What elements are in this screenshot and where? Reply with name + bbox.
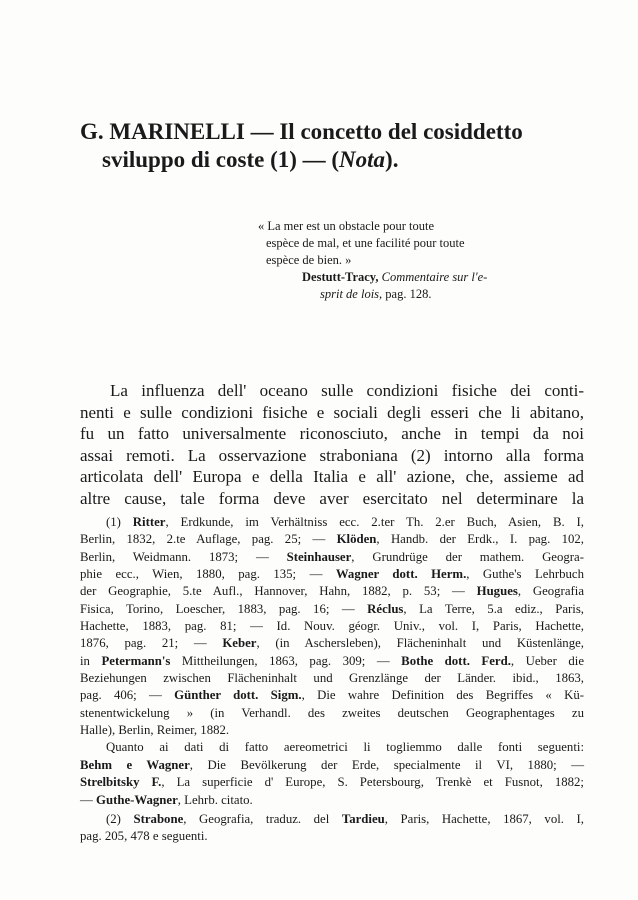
epigraph-attribution-line-2 — [302, 286, 558, 303]
epigraph — [258, 218, 558, 303]
footnotes — [80, 514, 584, 846]
body-line: assai remoti. La osservazione straboniana (2) intorno alla forma — [80, 445, 584, 465]
body-line: fu un fatto universalmente riconosciuto, anche in tempi da noi — [80, 424, 584, 443]
main-text — [80, 380, 584, 509]
footnote-line: Halle), Berlin, Reimer, 1882. — [80, 723, 230, 738]
body-line: La influenza dell' oceano sulle condizioni fisiche dei conti- — [110, 381, 584, 400]
epigraph-page: pag. 128. — [385, 287, 432, 301]
footnote-line: Berlin, 1832, 2.te Auflage, pag. 25; — Klöden, Handb. der Erdk., I. pag. 102, — [80, 532, 584, 547]
epigraph-quote-line: espèce de mal, et une facilité pour toute — [266, 236, 465, 250]
footnote-line: — Guthe-Wagner, Lehrb. citato. — [80, 792, 253, 807]
footnote-line: pag. 406; — Günther dott. Sigm., Die wahre Definition des Begriffes « Kü- — [80, 688, 585, 703]
footnote-2 — [80, 811, 584, 846]
footnote-line: phie ecc., Wien, 1880, pag. 135; — Wagner dott. Herm., Guthe's Lehrbuch — [80, 567, 584, 582]
epigraph-quote — [258, 218, 558, 269]
epigraph-work-cont: sprit de lois, — [320, 287, 383, 301]
body-line: articolata dell' Europa e della Italia e all' azione, che, assieme ad — [80, 467, 584, 486]
footnote-line: Strelbitsky F., La superficie d' Europe, S. Petersbourg, Trenkè et Fusnot, 1882; — [80, 775, 584, 790]
footnote-line: Beziehungen zwischen Flächeninhalt und Grenzlänge der Länder. ibid., 1863, — [80, 671, 584, 686]
epigraph-quote-line: espèce de bien. » — [266, 253, 352, 267]
title-line-2: sviluppo di coste (1) — (Nota). — [102, 147, 399, 172]
footnote-line: Berlin, Weidmann. 1873; — Steinhauser, Grundrüge der mathem. Geogra- — [80, 549, 584, 564]
footnote-line: der Geographie, 5.te Aufl., Hannover, Hahn, 1882, p. 53; — Hugues, Geografia — [80, 584, 584, 599]
footnote-line: in Petermann's Mittheilungen, 1863, pag. 309; — Bothe dott. Ferd., Ueber die — [80, 653, 585, 668]
epigraph-attribution — [258, 269, 558, 303]
body-line: nenti e sulle condizioni fisiche e sociali degli esseri che li abitano, — [80, 402, 584, 422]
footnote-line: pag. 205, 478 e seguenti. — [80, 829, 208, 844]
footnote-line: 1876, pag. 21; — Keber, (in Aschersleben), Flächeninhalt und Küstenlänge, — [80, 636, 584, 651]
epigraph-quote-line: « La mer est un obstacle pour toute — [258, 219, 434, 233]
title-nota: Nota — [339, 147, 386, 172]
footnote-line: Quanto ai dati di fatto aereometrici li togliemmo dalle fonti seguenti: — [106, 740, 584, 755]
footnote-line: (1) Ritter, Erdkunde, im Verhältniss ecc. 2.ter Th. 2.er Buch, Asien, B. I, — [106, 515, 584, 529]
epigraph-author: Destutt-Tracy, — [302, 270, 379, 284]
footnote-line: Fisica, Torino, Loescher, 1883, pag. 16; — Réclus, La Terre, 5.a ediz., Paris, — [80, 601, 585, 616]
body-line: altre cause, tale forma deve aver esercitato nel determinare la — [80, 488, 584, 508]
footnote-line: Behm e Wagner, Die Bevölkerung der Erde, specialmente il VI, 1880; — — [80, 757, 584, 772]
footnote-line: stenentwickelung » (in Verhandl. des zweites deutschen Geographentages zu — [80, 705, 584, 720]
epigraph-attribution-line-1 — [302, 269, 558, 286]
footnote-line: (2) Strabone, Geografia, traduz. del Tardieu, Paris, Hachette, 1867, vol. I, — [106, 811, 584, 826]
footnote-1 — [80, 514, 584, 809]
footnote-line: Hachette, 1883, pag. 81; — Id. Nouv. géogr. Univ., vol. I, Paris, Hachette, — [80, 619, 584, 634]
epigraph-work: Commentaire sur l'e- — [381, 270, 488, 284]
article-title — [80, 118, 570, 174]
title-line-1: G. MARINELLI — Il concetto del cosiddetto — [80, 119, 523, 144]
